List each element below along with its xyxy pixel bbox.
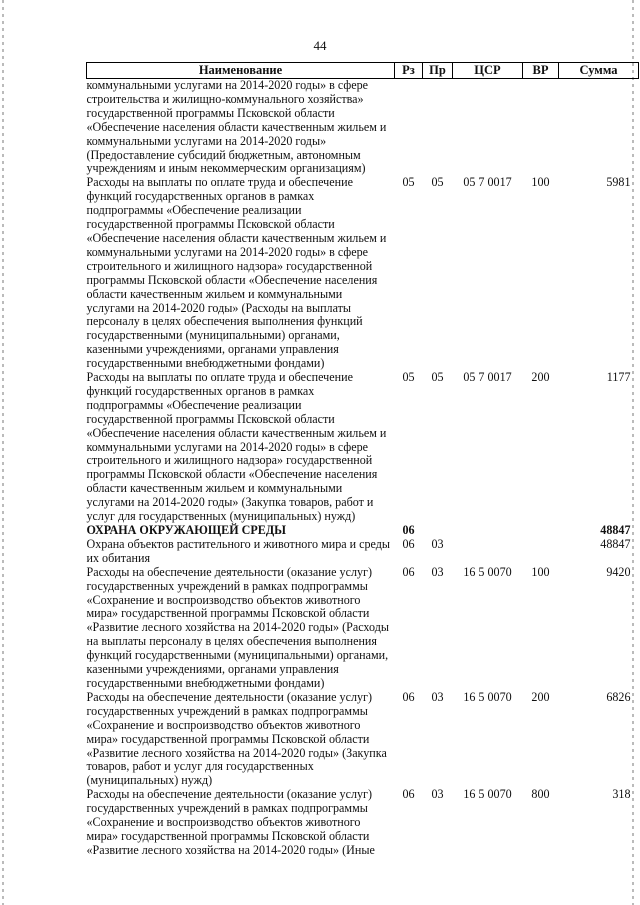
cell-pr: 05 bbox=[431, 175, 444, 190]
cell-csr: 16 5 0070 bbox=[463, 564, 512, 579]
header-name: Наименование bbox=[87, 63, 395, 79]
page-number: 44 bbox=[313, 38, 327, 53]
cell-sum: 48847 bbox=[600, 536, 631, 551]
table-row bbox=[87, 566, 639, 691]
cell-pr bbox=[423, 79, 453, 177]
cell-pr: 03 bbox=[431, 787, 444, 802]
cell-name: ОХРАНА ОКРУЖАЮЩЕЙ СРЕДЫ bbox=[86, 523, 287, 537]
cell-rz: 06 bbox=[402, 536, 415, 551]
cell-vr: 200 bbox=[531, 370, 550, 385]
cell-name: Расходы на обеспечение деятельности (оказание услуг) государственных учреждений в рамках подпрограммы «Сохранение и воспроизводство объектов животного мира» государственной программы Псковской области «Развитие лесного хозяйства на 2014-2020 годы» (Иные bbox=[86, 787, 375, 857]
cell-rz: 06 bbox=[402, 564, 415, 579]
left-scan-edge bbox=[2, 0, 4, 905]
table-row bbox=[87, 176, 639, 371]
cell-vr bbox=[523, 538, 559, 566]
cell-sum: 6826 bbox=[606, 689, 631, 704]
cell-rz: 06 bbox=[402, 523, 415, 537]
cell-sum: 318 bbox=[612, 787, 631, 802]
cell-sum: 5981 bbox=[606, 175, 631, 190]
cell-pr: 05 bbox=[431, 370, 444, 385]
table-header-row bbox=[87, 63, 639, 79]
table-row bbox=[87, 788, 639, 858]
cell-rz: 05 bbox=[402, 175, 415, 190]
cell-csr: 16 5 0070 bbox=[463, 787, 512, 802]
cell-vr bbox=[523, 79, 559, 177]
cell-csr: 05 7 0017 bbox=[463, 370, 512, 385]
cell-sum: 48847 bbox=[600, 523, 631, 537]
cell-csr bbox=[453, 538, 523, 566]
cell-sum: 9420 bbox=[606, 564, 631, 579]
cell-pr: 03 bbox=[431, 564, 444, 579]
cell-csr bbox=[453, 79, 523, 177]
cell-csr: 05 7 0017 bbox=[463, 175, 512, 190]
cell-vr: 800 bbox=[531, 787, 550, 802]
header-rz: Рз bbox=[395, 63, 423, 79]
table-row bbox=[87, 371, 639, 524]
cell-rz bbox=[395, 79, 423, 177]
cell-vr: 200 bbox=[531, 689, 550, 704]
header-csr: ЦСР bbox=[453, 63, 523, 79]
cell-csr: 16 5 0070 bbox=[463, 689, 512, 704]
header-vr: ВР bbox=[523, 63, 559, 79]
header-pr: Пр bbox=[423, 63, 453, 79]
cell-pr bbox=[423, 524, 453, 538]
table-row bbox=[87, 691, 639, 788]
cell-pr: 03 bbox=[431, 536, 444, 551]
table-row bbox=[87, 524, 639, 538]
cell-rz: 05 bbox=[402, 370, 415, 385]
cell-vr: 100 bbox=[531, 175, 550, 190]
cell-name: Расходы на обеспечение деятельности (оказание услуг) государственных учреждений в рамках подпрограммы «Сохранение и воспроизводство объектов животного мира» государственной программы Псковской области «Развитие лесного хозяйства на 2014-2020 годы» (Расходы на выплаты персоналу в целях обеспечения выполнения функций государственными (муниципальными) органами, казенными учреждениями, органами управления государственными внебюджетными фондами) bbox=[86, 564, 389, 690]
cell-name: Расходы на обеспечение деятельности (оказание услуг) государственных учреждений в рамках подпрограммы «Сохранение и воспроизводство объектов животного мира» государственной программы Псковской области «Развитие лесного хозяйства на 2014-2020 годы» (Закупка товаров, работ и услуг для государственных (муниципальных) нужд) bbox=[86, 689, 387, 788]
cell-name: Охрана объектов растительного и животного мира и среды их обитания bbox=[86, 536, 391, 565]
table-row bbox=[87, 538, 639, 566]
cell-sum: 1177 bbox=[606, 370, 631, 385]
cell-name: Расходы на выплаты по оплате труда и обеспечение функций государственных органов в рамках подпрограммы «Обеспечение реализации государственной программы Псковской области «Обеспечение населения области качественным жильем и коммунальными услугами на 2014-2020 годы» в сфере строительного и жилищного надзора» государственной программы Псковской области «Обеспечение населения области качественным жильем и коммунальными услугами на 2014-2020 годы» (Расходы на выплаты персоналу в целях обеспечения выполнения функций государственными (муниципальными) органами, казенными учреждениями, органами управления государственными внебюджетными фондами) bbox=[86, 175, 387, 371]
cell-sum bbox=[559, 79, 639, 177]
cell-pr: 03 bbox=[431, 689, 444, 704]
cell-vr: 100 bbox=[531, 564, 550, 579]
cell-name: Расходы на выплаты по оплате труда и обеспечение функций государственных органов в рамках подпрограммы «Обеспечение реализации государственной программы Псковской области «Обеспечение населения области качественным жильем и коммунальными услугами на 2014-2020 годы» в сфере строительного и жилищного надзора» государственной программы Псковской области «Обеспечение населения области качественным жильем и коммунальными услугами на 2014-2020 годы» (Закупка товаров, работ и услуг для государственных (муниципальных) нужд) bbox=[86, 370, 387, 524]
cell-rz: 06 bbox=[402, 787, 415, 802]
cell-vr bbox=[523, 524, 559, 538]
header-sum: Сумма bbox=[559, 63, 639, 79]
cell-csr bbox=[453, 524, 523, 538]
table-row bbox=[87, 79, 639, 177]
cell-rz: 06 bbox=[402, 689, 415, 704]
cell-name: коммунальными услугами на 2014-2020 годы» в сфере строительства и жилищно-коммунального хозяйства» государственной программы Псковской области «Обеспечение населения области качественным жильем и коммунальными услугами на 2014-2020 годы» (Предоставление субсидий бюджетным, автономным учреждениям и иным некоммерческим организациям) bbox=[86, 78, 387, 176]
budget-table bbox=[86, 62, 639, 858]
